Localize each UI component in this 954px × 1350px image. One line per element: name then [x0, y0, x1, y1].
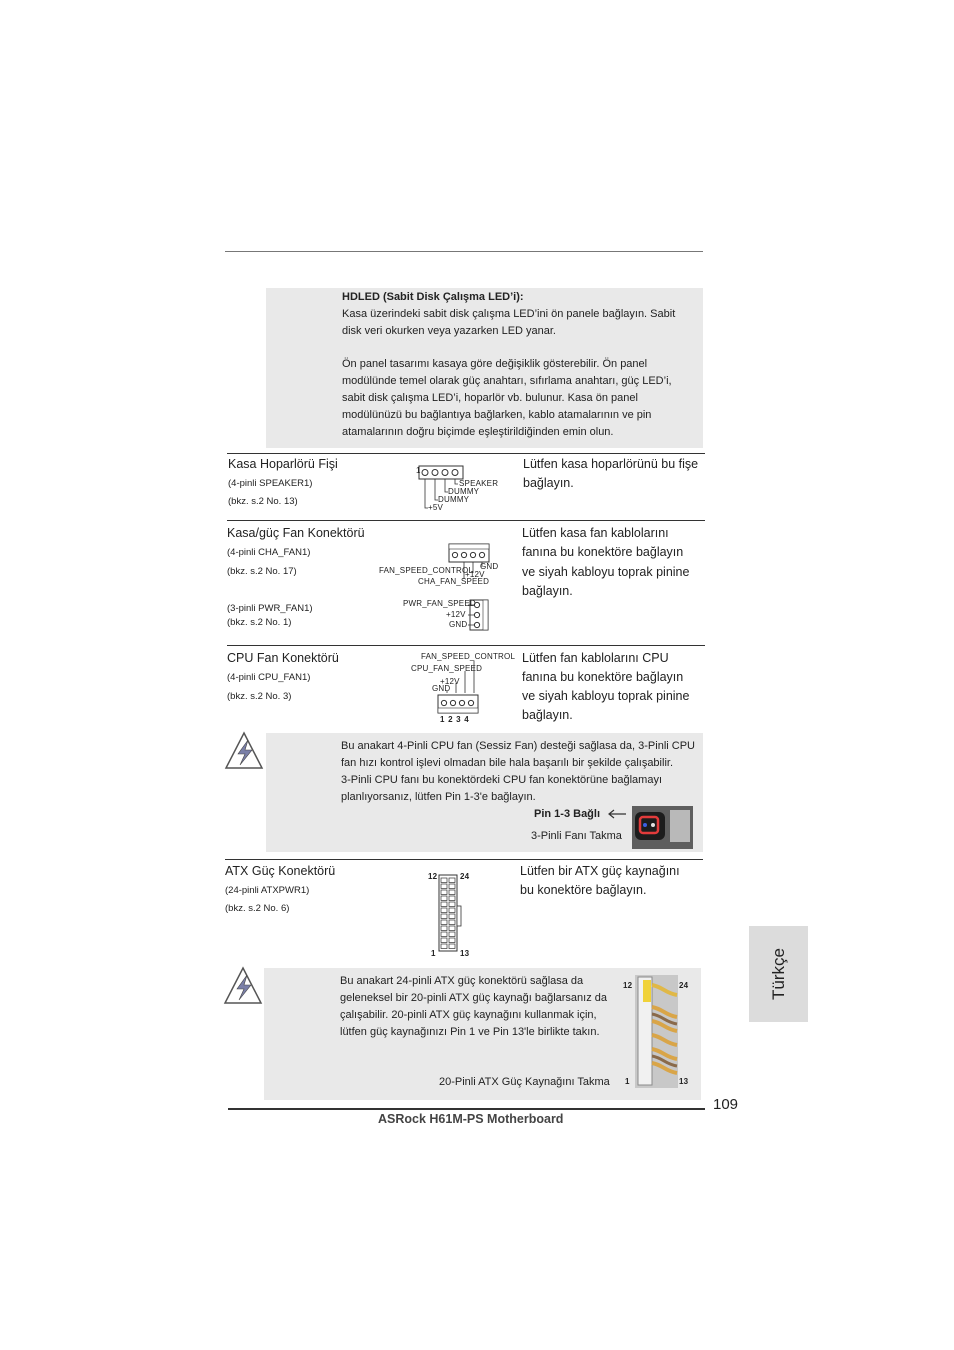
cpufan-rule	[227, 645, 705, 646]
note2-label-12: 12	[623, 981, 633, 990]
hdled-text2-line4: modülünüzü bu bağlantıya bağlarken, kablo atamalarının ve pin	[342, 409, 652, 421]
top-rule	[225, 251, 703, 252]
cpu-fan-photo	[632, 806, 694, 850]
atx-title: ATX Güç Konektörü	[225, 864, 336, 878]
note1-line4: planlıyorsanız, lütfen Pin 1-3'e bağlayın.	[341, 791, 536, 803]
atx-pin	[449, 902, 455, 907]
hdled-text2-line2: modülünde temel olarak güç anahtarı, sıfırlama anahtarı, güç LED’i,	[342, 375, 672, 387]
cpufan-speed-label: CPU_FAN_SPEED	[411, 664, 483, 673]
atx-pin	[441, 890, 447, 895]
speaker-title: Kasa Hoparlörü Fişi	[228, 457, 338, 471]
speaker-sub2: (bkz. s.2 No. 13)	[228, 496, 298, 507]
speaker-desc-line1: Lütfen kasa hoparlörünü bu fişe	[523, 457, 699, 471]
atx-label-1: 1	[431, 949, 436, 958]
atx-sub2: (bkz. s.2 No. 6)	[225, 903, 290, 914]
cpufan-12v-label: +12V	[440, 677, 460, 686]
cpufan-fsc-label: FAN_SPEED_CONTROL	[421, 652, 516, 661]
atx-sub1: (24-pinli ATXPWR1)	[225, 885, 310, 896]
speaker-sub1: (4-pinli SPEAKER1)	[228, 478, 313, 489]
chafan-desc-line4: bağlayın.	[522, 584, 573, 598]
atx-pin	[449, 944, 455, 949]
speaker-rule	[227, 453, 705, 454]
warning-icon	[224, 731, 266, 771]
atx-pin	[449, 914, 455, 919]
note1-line2: fan hızı kontrol işlevi olmadan bile hala başarılı bir şekilde çalışabilir.	[341, 757, 673, 769]
atx-pin	[449, 920, 455, 925]
note2-label-13: 13	[679, 1077, 689, 1086]
hdled-text2-line5: atamalarının doğru biçimde eşleştirildiğinden emin olun.	[342, 426, 614, 438]
atx-connector-diagram	[438, 874, 468, 954]
hdled-text1-line1: Kasa üzerindeki sabit disk çalışma LED’ini ön panele bağlayın. Sabit	[342, 308, 676, 320]
warning-icon-2	[223, 966, 265, 1006]
cpufan-desc-line3: ve siyah kabloyu toprak pinine	[522, 689, 690, 703]
chafan-fsc-label: FAN_SPEED_CONTROL	[379, 566, 474, 575]
chafan-desc-line2: fanına bu konektöre bağlayın	[522, 545, 684, 559]
atx-pin	[449, 932, 455, 937]
atx-pin	[441, 884, 447, 889]
note2-label-24: 24	[679, 981, 689, 990]
note2-line3: çalışabilir. 20-pinli ATX güç kaynağını kullanmak için,	[340, 1009, 597, 1021]
atx-pin	[441, 944, 447, 949]
atx-pin	[441, 902, 447, 907]
speaker-dummy1-label: DUMMY	[448, 487, 480, 496]
cpufan-pin-numbers: 1 2 3 4	[440, 715, 469, 724]
atx-label-13: 13	[460, 949, 470, 958]
atx-pin	[449, 908, 455, 913]
atx-plug-photo	[635, 975, 679, 1089]
language-tab	[749, 926, 808, 1022]
atx-label-24: 24	[460, 872, 470, 881]
cpufan-connector-diagram	[434, 655, 494, 715]
atx-pin	[441, 920, 447, 925]
note1-line3: 3-Pinli CPU fanı bu konektördeki CPU fan konektörüne bağlamayı	[341, 774, 663, 786]
atx-pin	[441, 914, 447, 919]
cpufan-title: CPU Fan Konektörü	[227, 651, 339, 665]
atx-pin	[449, 890, 455, 895]
chafan-gnd-label: GND	[480, 562, 499, 571]
pwrfan-12v-label: +12V	[446, 610, 466, 619]
atx-pin	[441, 938, 447, 943]
note1-caption: 3-Pinli Fanı Takma	[531, 830, 622, 842]
speaker-pin1-label: 1	[416, 466, 421, 475]
speaker-speaker-label: SPEAKER	[459, 479, 499, 488]
atx-pin	[441, 896, 447, 901]
note2-label-1: 1	[625, 1077, 630, 1086]
language-tab-label: Türkçe	[768, 948, 788, 1000]
atx-desc-line2: bu konektöre bağlayın.	[520, 883, 647, 897]
hdled-text2-line1: Ön panel tasarımı kasaya göre değişiklik gösterebilir. Ön panel	[342, 358, 648, 370]
atx-pin	[441, 908, 447, 913]
note2-line1: Bu anakart 24-pinli ATX güç konektörü sağlasa da	[340, 975, 584, 987]
speaker-5v-label: +5V	[428, 503, 444, 512]
atx-pin	[441, 926, 447, 931]
cpufan-desc-line4: bağlayın.	[522, 708, 573, 722]
pwrfan-gnd-label: GND	[449, 620, 468, 629]
note1-pin-label: Pin 1-3 Bağlı	[534, 808, 601, 820]
hdled-text2-line3: sabit disk çalışma LED’i, hoparlör vb. bulunur. Kasa ön panel	[342, 392, 638, 404]
cpufan-desc-line2: fanına bu konektöre bağlayın	[522, 670, 684, 684]
chafan-rule	[227, 520, 705, 521]
cpufan-sub2: (bkz. s.2 No. 3)	[227, 691, 292, 702]
chafan-sub4: (bkz. s.2 No. 1)	[227, 617, 292, 628]
pwrfan-speed-label: PWR_FAN_SPEED	[403, 599, 476, 608]
atx-pin	[449, 878, 455, 883]
atx-pin	[449, 926, 455, 931]
chafan-sub1: (4-pinli CHA_FAN1)	[227, 547, 311, 558]
speaker-desc-line2: bağlayın.	[523, 476, 574, 490]
atx-pin	[449, 884, 455, 889]
chafan-title: Kasa/güç Fan Konektörü	[227, 526, 365, 540]
chafan-desc-line3: ve siyah kabloyu toprak pinine	[522, 565, 690, 579]
hdled-title: HDLED (Sabit Disk Çalışma LED’i):	[342, 291, 524, 303]
hdled-text1-line2: disk veri okurken veya yazarken LED yanar.	[342, 325, 556, 337]
note2-line2: geleneksel bir 20-pinli ATX güç kaynağı bağlarsanız da	[340, 992, 608, 1004]
footer-brand: ASRock H61M-PS Motherboard	[378, 1112, 564, 1126]
speaker-dummy2-label: DUMMY	[438, 495, 470, 504]
note2-line4: lütfen güç kaynağınızı Pin 1 ve Pin 13'le birlikte takın.	[340, 1026, 600, 1038]
note1-line1: Bu anakart 4-Pinli CPU fan (Sessiz Fan) desteği sağlasa da, 3-Pinli CPU	[341, 740, 695, 752]
atx-pin	[441, 878, 447, 883]
chafan-desc-line1: Lütfen kasa fan kablolarını	[522, 526, 669, 540]
chafan-sub3: (3-pinli PWR_FAN1)	[227, 603, 313, 614]
cpufan-gnd-label: GND	[432, 684, 451, 693]
atx-label-12: 12	[428, 872, 438, 881]
cpufan-desc-line1: Lütfen fan kablolarını CPU	[522, 651, 669, 665]
page-number: 109	[713, 1096, 739, 1113]
atx-pin	[449, 896, 455, 901]
atx-rule	[225, 859, 703, 860]
chafan-sub2: (bkz. s.2 No. 17)	[227, 566, 297, 577]
atx-desc-line1: Lütfen bir ATX güç kaynağını	[520, 864, 680, 878]
note2-caption: 20-Pinli ATX Güç Kaynağını Takma	[439, 1076, 610, 1088]
cpufan-sub1: (4-pinli CPU_FAN1)	[227, 672, 311, 683]
arrow-left-icon	[606, 809, 628, 819]
atx-pin	[449, 938, 455, 943]
chafan-speed-label: CHA_FAN_SPEED	[418, 577, 490, 586]
footer-rule	[228, 1108, 705, 1110]
atx-pin	[441, 932, 447, 937]
chafan-12v-label: +12V	[465, 570, 485, 579]
